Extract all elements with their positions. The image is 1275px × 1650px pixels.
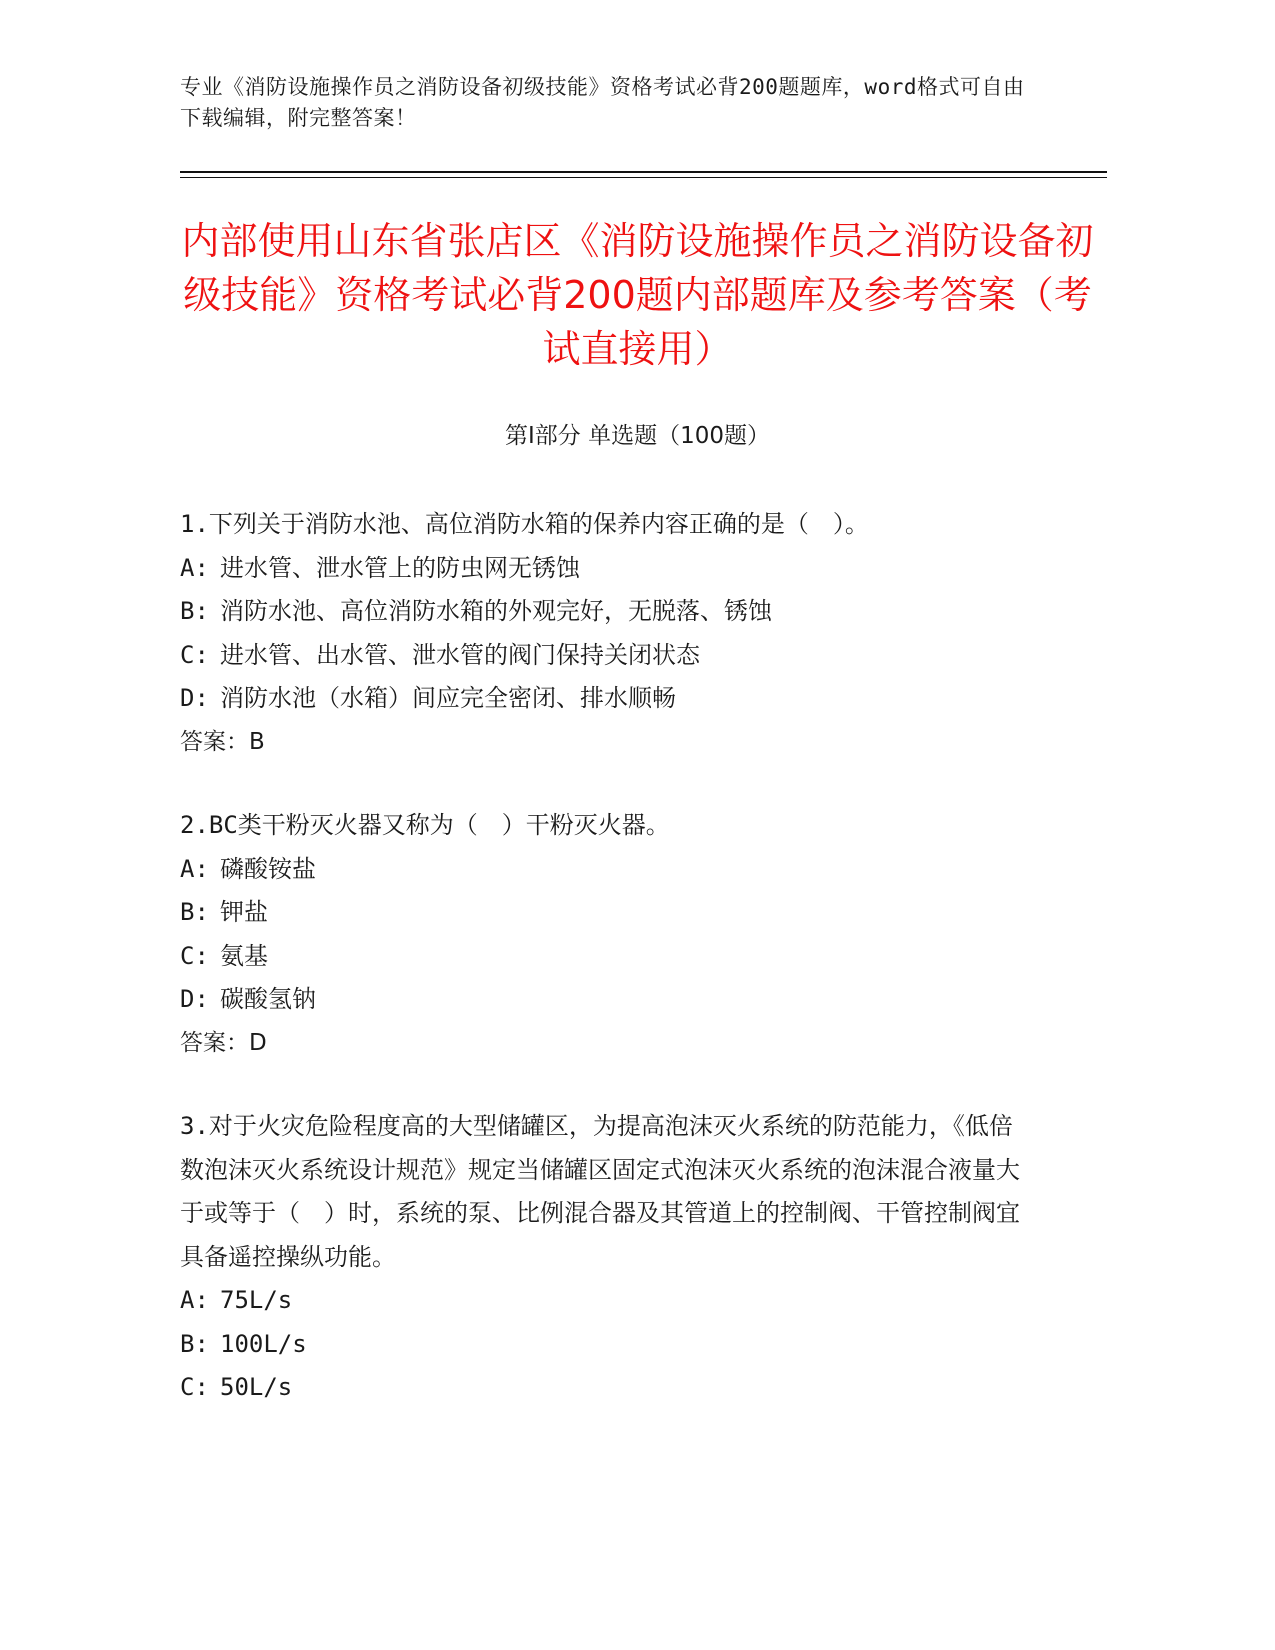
option-d: D: 消防水池（水箱）间应完全密闭、排水顺畅 (180, 684, 676, 712)
option-b: B: 钾盐 (180, 898, 268, 926)
question-stem: 2.BC类干粉灭火器又称为（ ）干粉灭火器。 (180, 811, 670, 839)
question-1 (180, 503, 1020, 764)
question-stem: 3.对于火灾危险程度高的大型储罐区，为提高泡沫灭火系统的防范能力，《低倍数泡沫灭火系统设计规范》规定当储罐区固定式泡沫灭火系统的泡沫混合液量大于或等于（ ）时，系统的泵、比例混合器及其管道上的控制阀、干管控制阀宜具备遥控操纵功能。 (180, 1112, 1020, 1271)
question-2 (180, 804, 1020, 1065)
section-title: 第I部分 单选题（100题） (505, 423, 770, 449)
answer: 答案：B (180, 728, 265, 755)
option-b: B: 消防水池、高位消防水箱的外观完好，无脱落、锈蚀 (180, 597, 772, 625)
option-a: A: 磷酸铵盐 (180, 854, 316, 883)
answer: 答案：D (180, 1029, 267, 1056)
option-c: C: 50L/s (180, 1373, 293, 1401)
header-note: 专业《消防设施操作员之消防设备初级技能》资格考试必背200题题库，word格式可自由下载编辑，附完整答案！ (180, 75, 1025, 130)
header-rule-thin (180, 177, 1107, 178)
document-title: 内部使用山东省张店区《消防设施操作员之消防设备初级技能》资格考试必背200题内部题库及参考答案（考试直接用） (181, 219, 1094, 371)
option-d: D: 碳酸氢钠 (180, 985, 316, 1013)
option-a: A: 75L/s (180, 1286, 293, 1314)
header-rule-thick (180, 171, 1107, 173)
option-b: B: 100L/s (180, 1329, 307, 1358)
question-stem: 1.下列关于消防水池、高位消防水箱的保养内容正确的是（ ）。 (180, 510, 869, 538)
option-c: C: 进水管、出水管、泄水管的阀门保持关闭状态 (180, 640, 700, 669)
option-a: A: 进水管、泄水管上的防虫网无锈蚀 (180, 553, 580, 582)
option-c: C: 氨基 (180, 941, 268, 970)
question-3 (180, 1105, 1020, 1410)
question-list (180, 503, 1020, 1450)
